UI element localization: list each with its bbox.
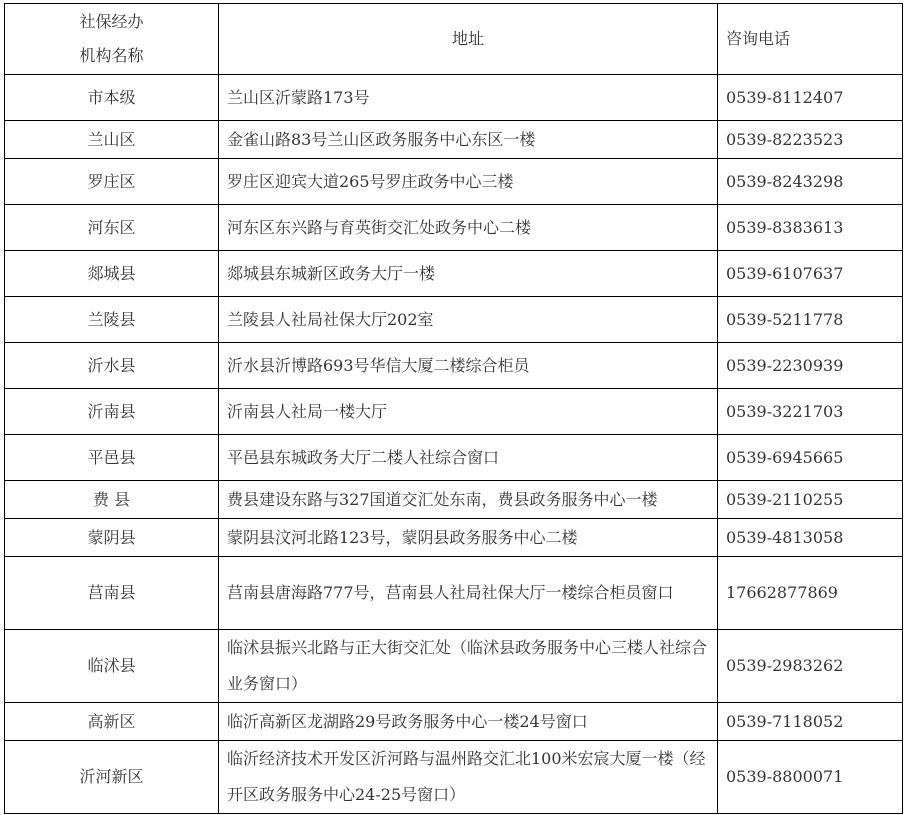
table-row [5, 481, 903, 519]
row-org: 沂河新区 [5, 741, 219, 814]
header-org-line2: 机构名称 [79, 46, 144, 65]
table-header-row [5, 4, 903, 75]
table-row [5, 205, 903, 251]
table-row [5, 251, 903, 297]
row-phone: 0539-2983262 [718, 630, 903, 703]
row-phone: 17662877869 [718, 557, 903, 630]
row-address: 临沭县振兴北路与正大街交汇处（临沭县政务服务中心三楼人社综合业务窗口） [219, 630, 718, 703]
row-phone: 0539-8223523 [718, 121, 903, 159]
row-phone: 0539-6107637 [718, 251, 903, 297]
row-org: 沂南县 [5, 389, 219, 435]
row-address: 罗庄区迎宾大道265号罗庄政务中心三楼 [219, 159, 718, 205]
row-phone: 0539-8800071 [718, 741, 903, 814]
row-phone: 0539-4813058 [718, 519, 903, 557]
row-org: 平邑县 [5, 435, 219, 481]
row-org: 兰陵县 [5, 297, 219, 343]
row-phone: 0539-5211778 [718, 297, 903, 343]
row-phone: 0539-2230939 [718, 343, 903, 389]
table-row [5, 630, 903, 703]
table-row [5, 121, 903, 159]
row-org: 高新区 [5, 703, 219, 741]
row-org: 临沭县 [5, 630, 219, 703]
row-phone: 0539-6945665 [718, 435, 903, 481]
row-org: 河东区 [5, 205, 219, 251]
row-org: 罗庄区 [5, 159, 219, 205]
row-address: 蒙阴县汶河北路123号，蒙阴县政务服务中心二楼 [219, 519, 718, 557]
row-phone: 0539-8243298 [718, 159, 903, 205]
row-address: 金雀山路83号兰山区政务服务中心东区一楼 [219, 121, 718, 159]
table-row [5, 389, 903, 435]
row-org: 郯城县 [5, 251, 219, 297]
row-address: 费县建设东路与327国道交汇处东南，费县政务服务中心一楼 [219, 481, 718, 519]
row-org: 市本级 [5, 75, 219, 121]
row-address: 临沂经济技术开发区沂河路与温州路交汇北100米宏宸大厦一楼（经开区政务服务中心24-25号窗口） [219, 741, 718, 814]
row-address: 沂南县人社局一楼大厅 [219, 389, 718, 435]
row-org: 蒙阴县 [5, 519, 219, 557]
table-row [5, 297, 903, 343]
row-address: 兰陵县人社局社保大厅202室 [219, 297, 718, 343]
row-phone: 0539-2110255 [718, 481, 903, 519]
row-org: 费 县 [5, 481, 219, 519]
social-security-office-table [4, 3, 903, 814]
row-address: 莒南县唐海路777号，莒南县人社局社保大厅一楼综合柜员窗口 [219, 557, 718, 630]
header-phone: 咨询电话 [718, 4, 903, 75]
row-org: 莒南县 [5, 557, 219, 630]
table-row [5, 343, 903, 389]
header-org-name [5, 4, 219, 75]
table-row [5, 557, 903, 630]
table-row [5, 75, 903, 121]
table-row [5, 703, 903, 741]
row-phone: 0539-8112407 [718, 75, 903, 121]
row-address: 平邑县东城政务大厅二楼人社综合窗口 [219, 435, 718, 481]
header-org-line1: 社保经办 [79, 12, 144, 31]
row-address: 临沂高新区龙湖路29号政务服务中心一楼24号窗口 [219, 703, 718, 741]
table-row [5, 741, 903, 814]
row-address: 河东区东兴路与育英街交汇处政务中心二楼 [219, 205, 718, 251]
row-address: 郯城县东城新区政务大厅一楼 [219, 251, 718, 297]
row-phone: 0539-7118052 [718, 703, 903, 741]
row-address: 兰山区沂蒙路173号 [219, 75, 718, 121]
row-phone: 0539-3221703 [718, 389, 903, 435]
header-address: 地址 [219, 4, 718, 75]
row-org: 沂水县 [5, 343, 219, 389]
table-row [5, 435, 903, 481]
table-row [5, 159, 903, 205]
row-address: 沂水县沂博路693号华信大厦二楼综合柜员 [219, 343, 718, 389]
table-row [5, 519, 903, 557]
row-org: 兰山区 [5, 121, 219, 159]
row-phone: 0539-8383613 [718, 205, 903, 251]
